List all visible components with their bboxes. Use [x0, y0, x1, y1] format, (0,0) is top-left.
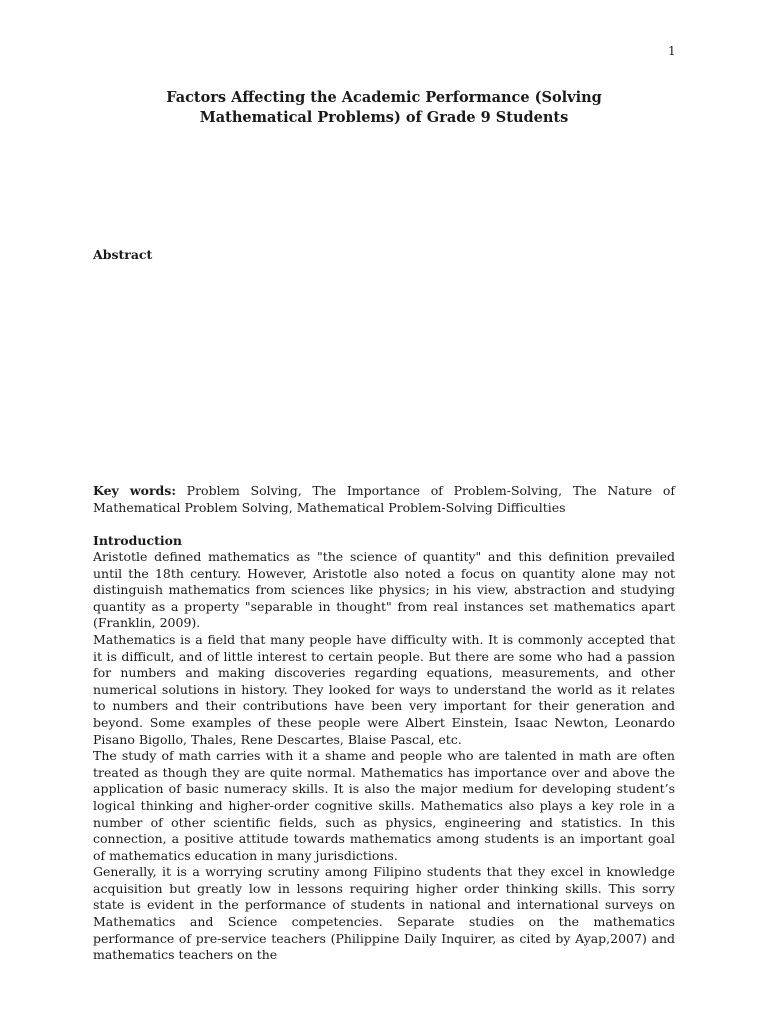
introduction-paragraph: Aristotle defined mathematics as "the science of quantity" and this definition prevailed until the 18th century. However, Aristotle also noted a focus on quantity alone may not distinguish mathematics from sciences like physics; in his view, abstraction and studying quantity as a property "separable in thought" from real instances set mathematics apart (Franklin, 2009). — [93, 549, 675, 631]
introduction-paragraph: Mathematics is a field that many people have difficulty with. It is commonly accepted that it is difficult, and of little interest to certain people. But there are some who had a passion for numbers and making discoveries regarding equations, measurements, and other numerical solutions in history. They looked for ways to understand the world as it relates to numbers and their contributions have been very important for their generation and beyond. Some examples of these people were Albert Einstein, Isaac Newton, Leonardo Pisano Bigollo, Thales, Rene Descartes, Blaise Pascal, etc. — [93, 631, 675, 747]
keywords-paragraph — [93, 483, 675, 516]
introduction-paragraph: Generally, it is a worrying scrutiny among Filipino students that they excel in knowledge acquisition but greatly low in lessons requiring higher order thinking skills. This sorry state is evident in the performance of students in national and international surveys on Mathematics and Science competencies. Separate studies on the mathematics performance of pre-service teachers (Philippine Daily Inquirer, as cited by Ayap,2007) and mathematics teachers on the — [93, 864, 675, 963]
keywords-text: Problem Solving, The Importance of Problem-Solving, The Nature of Mathematical Problem Solving, Mathematical Problem-Solving Difficulties — [93, 483, 676, 515]
introduction-heading: Introduction — [93, 533, 183, 548]
introduction-paragraph: The study of math carries with it a shame and people who are talented in math are often treated as though they are quite normal. Mathematics has importance over and above the application of basic numeracy skills. It is also the major medium for developing student’s logical thinking and higher-order cognitive skills. Mathematics also plays a key role in a number of other scientific fields, such as physics, engineering and statistics. In this connection, a positive attitude towards mathematics among students is an important goal of mathematics education in many jurisdictions. — [93, 748, 675, 863]
document-title: Factors Affecting the Academic Performance (Solving Mathematical Problems) of Grade 9 Students — [166, 89, 602, 126]
introduction-body — [93, 549, 675, 964]
abstract-heading: Abstract — [93, 247, 153, 262]
keywords-label: Key words: — [93, 483, 176, 498]
page-number: 1 — [668, 44, 676, 58]
